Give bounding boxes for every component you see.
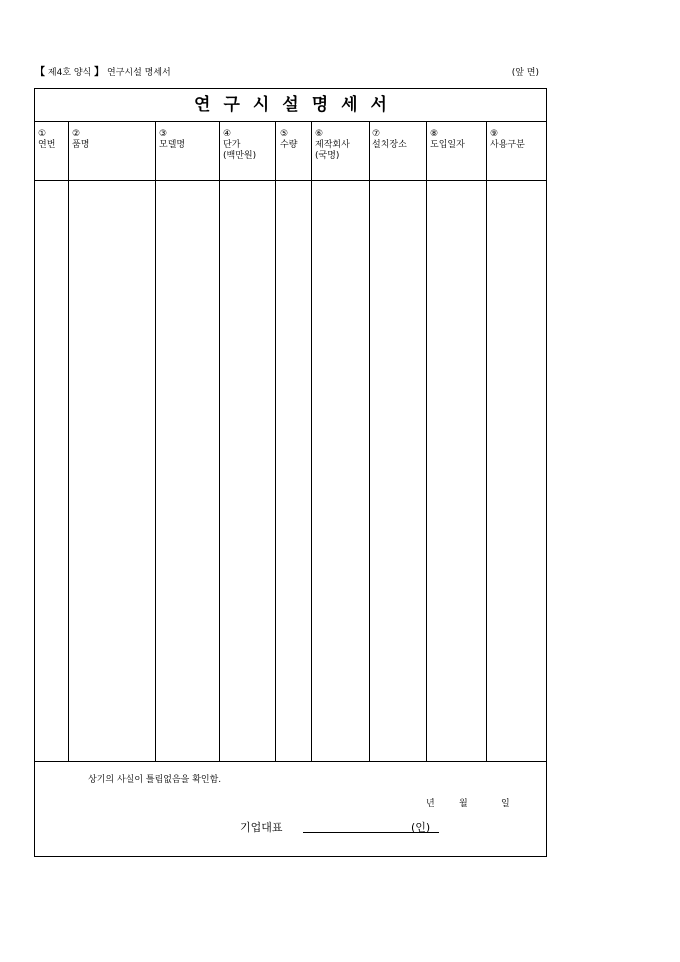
bracket-close: 】 bbox=[94, 67, 105, 78]
form-label bbox=[35, 66, 171, 80]
page-side-label: (앞 면) bbox=[511, 68, 539, 78]
column-header-serial bbox=[38, 129, 55, 151]
column-divider bbox=[219, 122, 220, 761]
column-divider bbox=[426, 122, 427, 761]
column-name: 단가 bbox=[223, 140, 241, 150]
column-number: ① bbox=[38, 129, 47, 139]
column-subtitle: (국명) bbox=[315, 151, 340, 161]
column-name: 수량 bbox=[280, 140, 298, 150]
column-number: ⑧ bbox=[430, 129, 439, 139]
column-number: ⑨ bbox=[490, 129, 499, 139]
column-header-manufacturer bbox=[315, 129, 350, 162]
column-divider bbox=[311, 122, 312, 761]
column-header-intro-date bbox=[430, 129, 465, 151]
date-day-label: 일 bbox=[501, 799, 510, 809]
column-divider bbox=[155, 122, 156, 761]
column-header-quantity bbox=[280, 129, 297, 151]
form-name: 연구시설 명세서 bbox=[107, 68, 171, 78]
representative-label: 기업대표 bbox=[240, 821, 283, 834]
column-header-item bbox=[72, 129, 89, 151]
date-year-label: 년 bbox=[426, 799, 435, 809]
date-month-label: 월 bbox=[459, 799, 468, 809]
column-header-location bbox=[372, 129, 407, 151]
column-name: 품명 bbox=[72, 140, 90, 150]
column-number: ⑥ bbox=[315, 129, 324, 139]
column-divider bbox=[369, 122, 370, 761]
form-number: 제4호 양식 bbox=[47, 68, 92, 78]
column-header-model bbox=[159, 129, 185, 151]
column-number: ② bbox=[72, 129, 81, 139]
seal-label: (인) bbox=[411, 821, 431, 834]
column-name: 연번 bbox=[38, 140, 56, 150]
column-name: 제작회사 bbox=[315, 140, 350, 150]
column-divider bbox=[68, 122, 69, 761]
column-number: ③ bbox=[159, 129, 168, 139]
column-divider bbox=[486, 122, 487, 761]
column-number: ④ bbox=[223, 129, 232, 139]
form-table bbox=[34, 88, 547, 857]
form-header bbox=[35, 66, 543, 80]
column-name: 설치장소 bbox=[372, 140, 407, 150]
column-name: 모델명 bbox=[159, 140, 186, 150]
bracket-open: 【 bbox=[35, 67, 45, 78]
form-title: 연구시설명세서 bbox=[35, 89, 546, 122]
column-name: 도입일자 bbox=[430, 140, 465, 150]
column-number: ⑦ bbox=[372, 129, 381, 139]
column-subtitle: (백만원) bbox=[223, 151, 257, 161]
column-name: 사용구분 bbox=[490, 140, 525, 150]
column-header-unit-price bbox=[223, 129, 256, 162]
confirmation-text: 상기의 사실이 틀림없음을 확인함. bbox=[88, 775, 222, 785]
confirmation-section bbox=[35, 761, 546, 857]
column-divider bbox=[275, 122, 276, 761]
column-number: ⑤ bbox=[280, 129, 289, 139]
column-header-usage-type bbox=[490, 129, 525, 151]
